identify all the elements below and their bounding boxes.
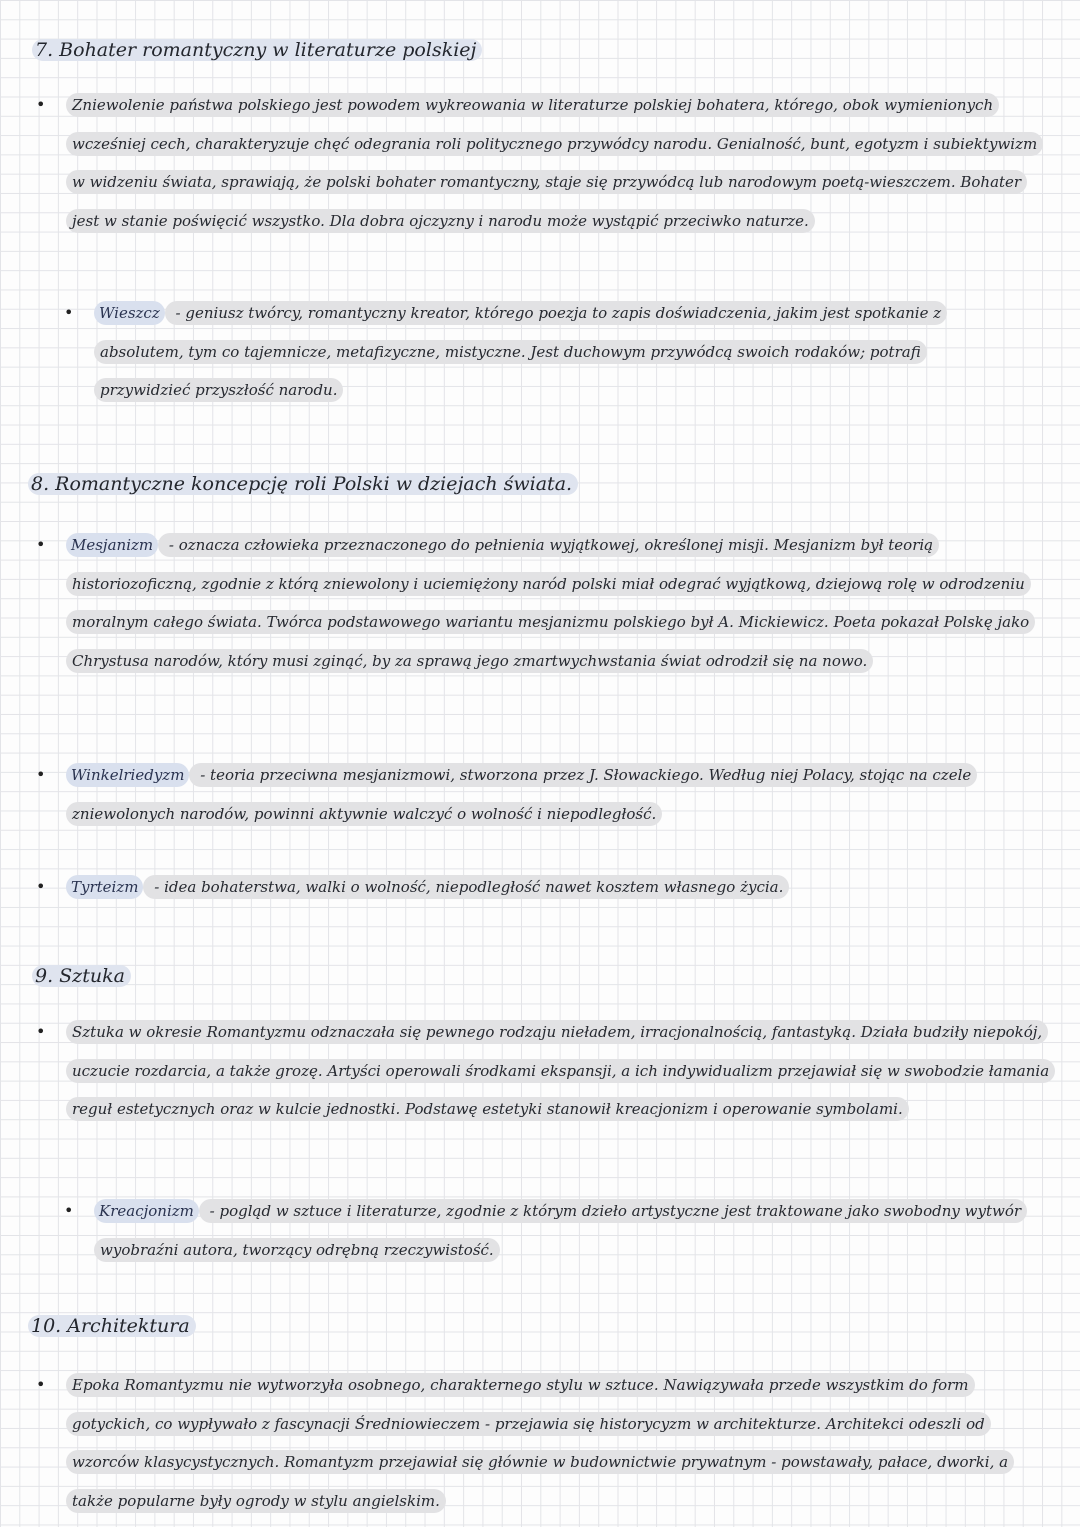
section-7-paragraph — [66, 86, 1051, 240]
sub-bullet-dot: • — [64, 303, 74, 322]
section-9-heading — [32, 964, 131, 988]
definition-text: - pogląd w sztuce i literaturze, zgodnie z którym dzieło artystyczne jest traktowane jako swobodny wytwór wyobraźni autora, tworzący odrębną rzeczywistość. — [94, 1199, 1027, 1262]
section-8-heading — [28, 472, 578, 496]
section-9-title: 9. Sztuka — [32, 965, 131, 987]
paragraph-text: Epoka Romantyzmu nie wytworzyła osobnego, charakternego stylu w sztuce. Nawiązywała przede wszystkim do form gotyckich, co wypływało z fascynacji Średniowieczem - przejawia się historycyzm w architekturze. Architekci odeszli od wzorców klasycystycznych. Romantyzm przejawiał się głównie w budownictwie prywatnym - powstawały, pałace, dworki, a także popularne były ogrody w stylu angielskim. — [66, 1373, 1014, 1513]
mesjanizm-definition — [66, 526, 1051, 680]
paragraph-text: Zniewolenie państwa polskiego jest powodem wykreowania w literaturze polskiej bohatera, którego, obok wymienionych wcześniej cech, charakteryzuje chęć odegrania roli politycznego przywódcy narodu. Genialność, bunt, egotyzm i subiektywizm w widzeniu świata, sprawiają, że polski bohater romantyczny, staje się przywódcą lub narodowym poetą-wieszczem. Bohater jest w stanie poświęcić wszystko. Dla dobra ojczyzny i narodu może wystąpić przeciwko naturze. — [66, 93, 1043, 233]
section-10-title: 10. Architektura — [28, 1315, 196, 1337]
bullet-dot: • — [36, 535, 46, 554]
bullet-dot: • — [36, 877, 46, 896]
section-9-paragraph — [66, 1013, 1051, 1129]
bullet-dot: • — [36, 95, 46, 114]
definition-text: - geniusz twórcy, romantyczny kreator, którego poezja to zapis doświadczenia, jakim jest spotkanie z absolutem, tym co tajemnicze, metafizyczne, mistyczne. Jest duchowym przywódcą swoich rodaków; potrafi przywidzieć przyszłość narodu. — [94, 301, 947, 402]
section-7-heading — [32, 38, 482, 62]
term-winkelriedyzm: Winkelriedyzm — [66, 763, 189, 787]
definition-text: - teoria przeciwna mesjanizmowi, stworzona przez J. Słowackiego. Według niej Polacy, stojąc na czele zniewolonych narodów, powinni aktywnie walczyć o wolność i niepodległość. — [66, 763, 977, 826]
bullet-dot: • — [36, 1022, 46, 1041]
section-8-title: 8. Romantyczne koncepcję roli Polski w dziejach świata. — [28, 473, 578, 495]
term-tyrteizm: Tyrteizm — [66, 875, 143, 899]
definition-text: - oznacza człowieka przeznaczonego do pełnienia wyjątkowej, określonej misji. Mesjanizm był teorią historiozoficzną, zgodnie z którą zniewolony i uciemiężony naród polski miał odegrać wyjątkową, dziejową rolę w odrodzeniu moralnym całego świata. Twórca podstawowego wariantu mesjanizmu polskiego był A. Mickiewicz. Poeta pokazał Polskę jako Chrystusa narodów, który musi zginąć, by za sprawą jego zmartwychwstania świat odrodził się na nowo. — [66, 533, 1035, 673]
tyrteizm-definition — [66, 868, 1051, 907]
kreacjonizm-definition — [94, 1192, 1034, 1269]
winkelriedyzm-definition — [66, 756, 1051, 833]
bullet-dot: • — [36, 765, 46, 784]
term-wieszcz: Wieszcz — [94, 301, 165, 325]
paragraph-text: Sztuka w okresie Romantyzmu odznaczała się pewnego rodzaju nieładem, irracjonalnością, fantastyką. Działa budziły niepokój, uczucie rozdarcia, a także grozę. Artyści operowali środkami ekspansji, a ich indywidualizm przejawiał się w swobodzie łamania reguł estetycznych oraz w kulcie jednostki. Podstawę estetyki stanowił kreacjonizm i operowanie symbolami. — [66, 1020, 1055, 1121]
wieszcz-definition — [94, 294, 1004, 410]
definition-text: - idea bohaterstwa, walki o wolność, niepodległość nawet kosztem własnego życia. — [143, 875, 789, 899]
section-7-title: 7. Bohater romantyczny w literaturze polskiej — [32, 39, 482, 61]
section-10-paragraph — [66, 1366, 1051, 1520]
term-mesjanizm: Mesjanizm — [66, 533, 158, 557]
term-kreacjonizm: Kreacjonizm — [94, 1199, 199, 1223]
section-10-heading — [28, 1314, 196, 1338]
bullet-dot: • — [36, 1375, 46, 1394]
sub-bullet-dot: • — [64, 1201, 74, 1220]
